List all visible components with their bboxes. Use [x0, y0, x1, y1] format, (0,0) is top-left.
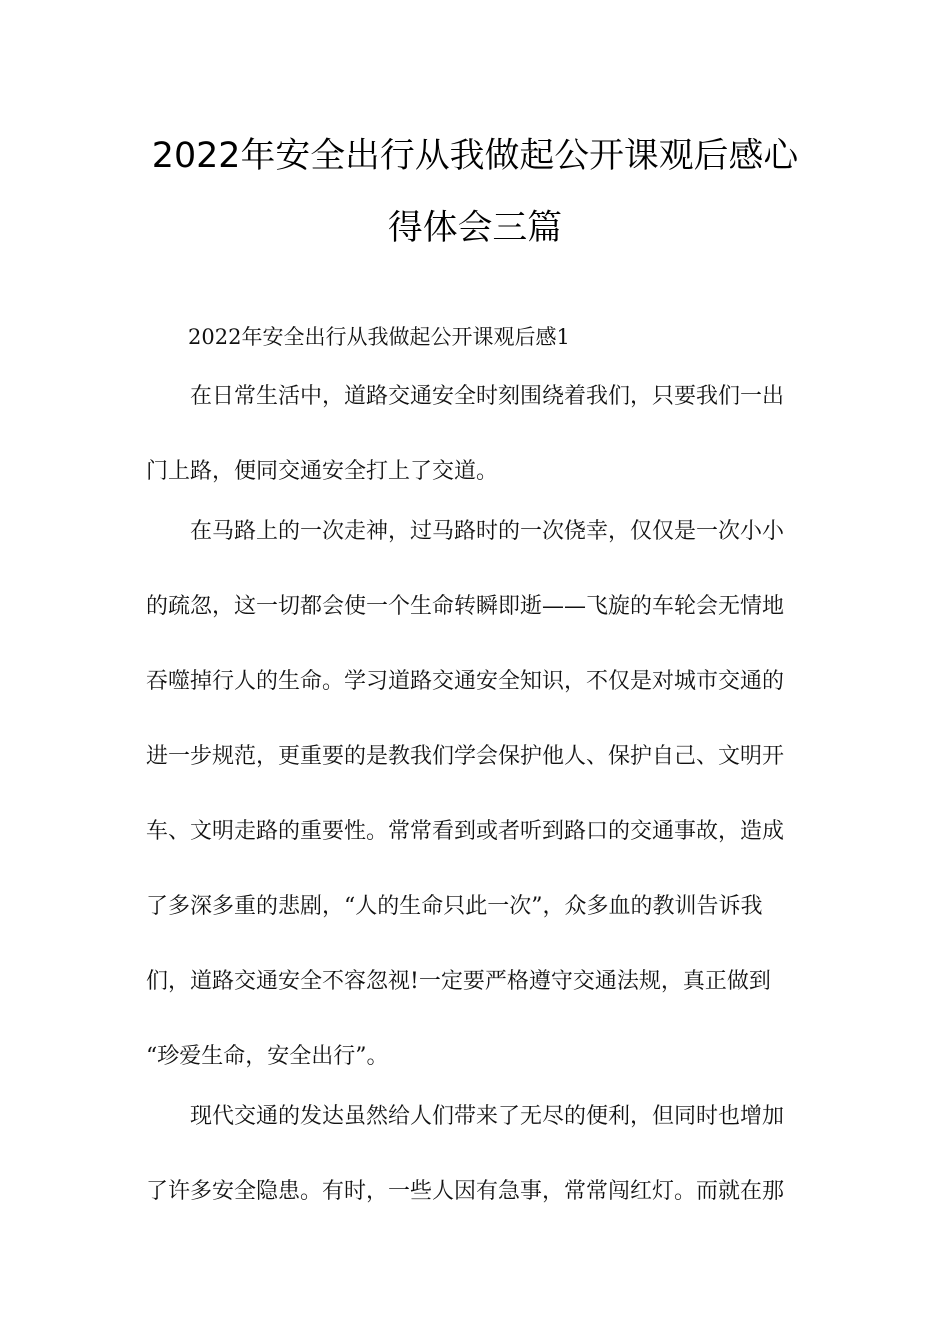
paragraph-line: 了多深多重的悲剧，“人的生命只此一次”，众多血的教训告诉我: [146, 894, 763, 919]
paragraph-line: “珍爱生命，安全出行”。: [146, 1044, 389, 1069]
paragraph-line: 车、文明走路的重要性。常常看到或者听到路口的交通事故，造成: [146, 819, 785, 844]
paragraph-line: 们，道路交通安全不容忽视!一定要严格遵守交通法规，真正做到: [146, 969, 771, 994]
paragraph-line: 进一步规范，更重要的是教我们学会保护他人、保护自己、文明开: [146, 744, 785, 769]
section-heading: 2022年安全出行从我做起公开课观后感1: [188, 325, 570, 349]
paragraph-line: 在日常生活中，道路交通安全时刻围绕着我们，只要我们一出: [190, 384, 785, 409]
paragraph-line: 现代交通的发达虽然给人们带来了无尽的便利，但同时也增加: [190, 1104, 785, 1129]
paragraph-line: 的疏忽，这一切都会使一个生命转瞬即逝——飞旋的车轮会无情地: [146, 594, 785, 619]
document-title-line-2: 得体会三篇: [387, 208, 563, 248]
paragraph-line: 在马路上的一次走神，过马路时的一次侥幸，仅仅是一次小小: [190, 519, 785, 544]
paragraph-line: 吞噬掉行人的生命。学习道路交通安全知识，不仅是对城市交通的: [146, 669, 785, 694]
paragraph-line: 了许多安全隐患。有时，一些人因有急事，常常闯红灯。而就在那: [146, 1179, 785, 1204]
document-title-line-1: 2022年安全出行从我做起公开课观后感心: [151, 136, 799, 176]
paragraph-line: 门上路，便同交通安全打上了交道。: [146, 459, 499, 484]
